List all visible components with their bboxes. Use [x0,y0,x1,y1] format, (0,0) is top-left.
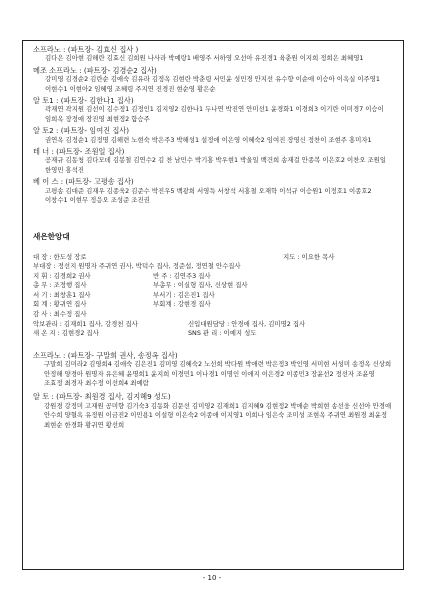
staff-row [33,272,395,282]
staff-secretary: 서 기 : 최창훈1 집사 [33,290,91,299]
member-names: 권연옥 김정순1 김정명 김해련 노현숙 박은주3 박해성1 설정애 이은영 이혜숙2 임여진 장영신 정찬이 조현주 홍미자1 [45,135,372,144]
part-alto1 [33,96,395,124]
staff-row [33,320,395,330]
staff-newsletter: 새 온 지 : 김현경2 집사 [33,329,99,338]
staff-row [33,291,395,301]
staff-row [33,300,395,310]
staff-general-manager: 총 무 : 조정행 집사 [33,281,87,290]
part-alto-bottom [33,392,395,430]
staff-row [33,329,395,339]
staff-sheet-music: 악보관리 : 김재희1 집사, 강경천 집사 [33,319,138,328]
staff-advisor: 지도 : 이요한 목사 [283,252,335,261]
staff-conductor: 지 휘 : 김경희2 권사 [33,271,91,280]
section-heading: 테 너 : (파트장- 조원일 집사) [33,147,125,157]
staff-vice-leaders: 부대장 : 정선지 원명자 주귀연 권사, 박덕수 집사, 정준섭, 정연철 안수집사 [33,262,241,271]
member-names: 고평송 김대준 김재우 김종욱2 김준수 박진우5 백광희 서영득 서창석 서홍철 오재학 이석규 이승원1 이정호1 이종호2 이창수1 이현무 정응오 조성준 조진권 [45,186,372,205]
section-heading: 베 이 스 : (파트장- 고평송 집사) [33,177,134,187]
staff-new-members: 신입대원담당 : 안경애 집사, 김미명2 집사 [188,319,306,328]
staff-sns: SNS 관 리 : 이예지 성도 [188,329,257,338]
staff-accompanist: 반 주 : 김연주3 집사 [153,271,211,280]
content-frame [22,40,404,570]
staff-leader: 대 장 : 한도성 장로 [33,252,87,261]
member-names: 공재규 김동청 김다모데 김봉철 김연수2 김 찬 남민수 박기홍 박우현1 박울일 백건희 송재걸 안종복 이은호2 이찬오 조원일 한영민 홍석진 [45,156,387,174]
section-heading: 메조 소프라노 : (파트장- 김경순2 집사) [33,65,157,75]
part-soprano-bottom [33,351,395,389]
member-names: 강미영 김경순2 김란순 김애숙 김유라 김정옥 김현란 박춘령 서민윤 성민경 안지선 유수향 이순애 이승아 이옥실 이주영1 이현수1 이현아2 임혜영 조혜령 주지연 진경진 현순영 황은순 [45,75,380,93]
section-heading: 소프라노 : (파트장- 구말희 권사, 송정옥 집사) [33,350,178,360]
section-heading: 소프라노 : (파트장- 김효신 집사 ) [33,45,139,54]
member-names: 구말희 김미라2 김영희4 김애숙 김은진1 김미영 김혜숙2 노선희 박다원 박애련 박은정3 박인영 서미현 서성미 송정옥 신상희 안정해 양경아 원명자 유은혜 윤명희1 윤지희 이경민1 이나경1 이명인 이애지 이은경2 이종민3 장윤선2 정선자 조윤영 조효정 최경자 최수정 이선희4 최예람 [44,360,392,388]
page-number: - 10 - [202,574,222,582]
member-names: 강원경 강정미 고재원 공미향 김기숙3 김동화 김문선 김미영2 김재희1 김지혜9 김현정2 박애순 박희현 송선웅 신선아 안경애 안수희 양혈옥 유정원 이금진2 이민용1 이설형 이은숙2 이종애 이지영1 이희나 임은숙 조미성 조현옥 주귀연 최원경 최윤정 최현순 한경화 황귀연 황선희 [44,401,392,429]
staff-auditor: 감 사 : 최수정 집사 [33,310,87,319]
staff-row [33,253,395,263]
choir-title: 새은한앙대 [33,231,70,241]
staff-row [33,310,395,320]
part-alto2 [33,126,395,145]
staff-list [33,253,395,339]
choir-roster [33,45,395,432]
staff-row [33,281,395,291]
part-mezzo-soprano [33,66,395,94]
section-heading: 알 토2 : (파트장- 임여진 집사) [33,126,130,136]
staff-treasurer: 회 계 : 황귀연 집사 [33,300,87,309]
section-heading: 알 토 : (파트장- 최원경 집사, 김지혜9 성도) [33,392,171,402]
section-heading: 알 토1 : (파트장- 김한나1 집사) [33,96,134,106]
part-tenor [33,147,395,175]
staff-vice-treasurer: 부회계 : 강현경 집사 [153,300,211,309]
member-names: 김다은 김아현 김해란 김효신 김희원 나사라 박예랑1 배영주 서하영 오선아 유진경1 육춘원 이지희 정희은 최혜영1 [45,54,364,63]
staff-row [33,262,395,272]
member-names: 곽재연 곽지원 김선이 김수정1 김정인1 김지영2 김한나1 두나연 박진연 안미선1 윤경화1 이경희3 이기란 이미경7 이승이 임희옥 장정애 장진영 최현정2 함승주 [45,105,384,123]
staff-vice-manager: 부총무 : 이실형 집사, 신상현 집사 [153,281,248,290]
part-soprano-top [33,45,395,64]
part-bass [33,177,395,205]
staff-vice-secretary: 부서기 : 김은진1 집사 [153,290,215,299]
